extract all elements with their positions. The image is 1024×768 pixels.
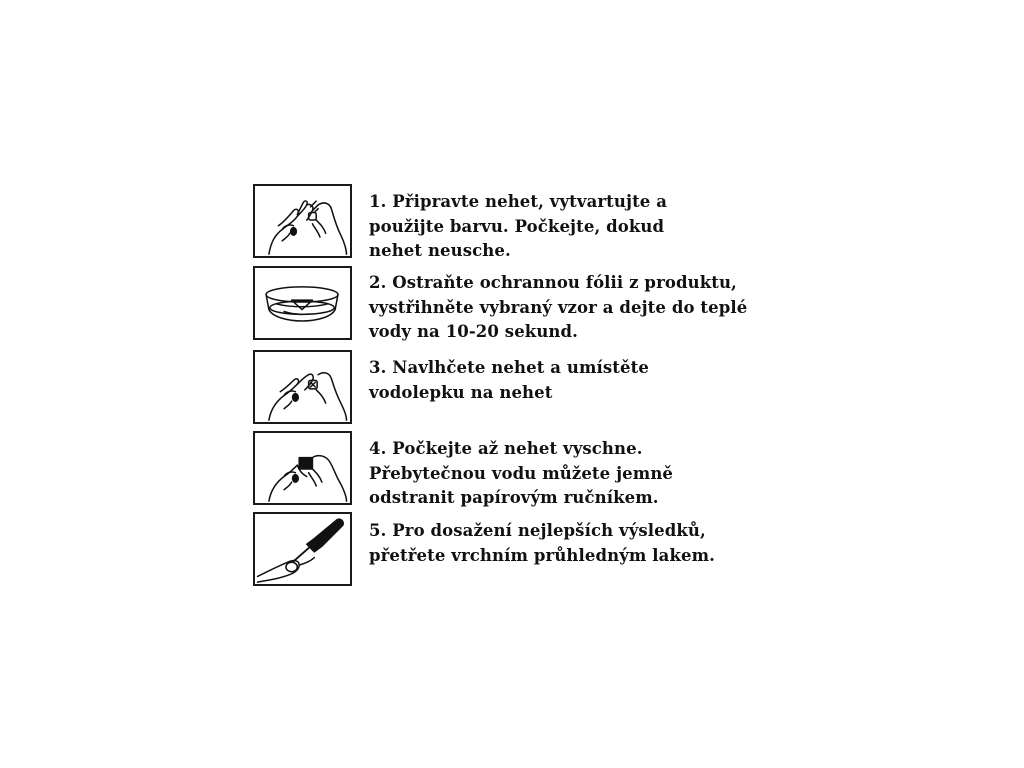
topcoat-brush-icon (253, 512, 352, 586)
instruction-step-2 (253, 266, 773, 350)
step-text-line: použijte barvu. Počkejte, dokud (369, 216, 665, 236)
step-text-line: nehet neusche. (369, 241, 511, 260)
hands-drying-nail-icon (253, 431, 352, 505)
instruction-step-1 (253, 184, 773, 266)
step-text-line: vystřihněte vybraný vzor a dejte do teplé (369, 297, 748, 317)
step-text-line: vody na 10-20 sekund. (369, 322, 579, 341)
step-text-line: 1. Připravte nehet, vytvartujte a (369, 192, 668, 211)
step-text-line: 5. Pro dosažení nejlepších výsledků, (369, 521, 706, 540)
step-text-line: Přebytečnou vodu můžete jemně (369, 463, 674, 483)
instruction-step-5 (253, 512, 773, 590)
step-4-text (369, 437, 673, 511)
instruction-list (253, 184, 773, 590)
step-5-text (369, 519, 715, 568)
step-text-line: vodolepku na nehet (369, 382, 553, 402)
water-bowl-icon (253, 266, 352, 340)
step-3-text (369, 356, 649, 405)
step-text-line: 4. Počkejte až nehet vyschne. (369, 439, 643, 458)
step-text-line: odstranit papírovým ručníkem. (369, 488, 659, 507)
instruction-step-4 (253, 431, 773, 512)
step-text-line: 2. Ostraňte ochrannou fólii z produktu, (369, 273, 737, 292)
step-text-line: 3. Navlhčete nehet a umístěte (369, 358, 649, 377)
hands-preparing-nail-icon (253, 184, 352, 258)
step-1-text (369, 190, 667, 264)
hands-placing-decal-icon (253, 350, 352, 424)
step-text-line: přetřete vrchním průhledným lakem. (369, 545, 716, 565)
instruction-step-3 (253, 350, 773, 431)
step-2-text (369, 271, 747, 345)
